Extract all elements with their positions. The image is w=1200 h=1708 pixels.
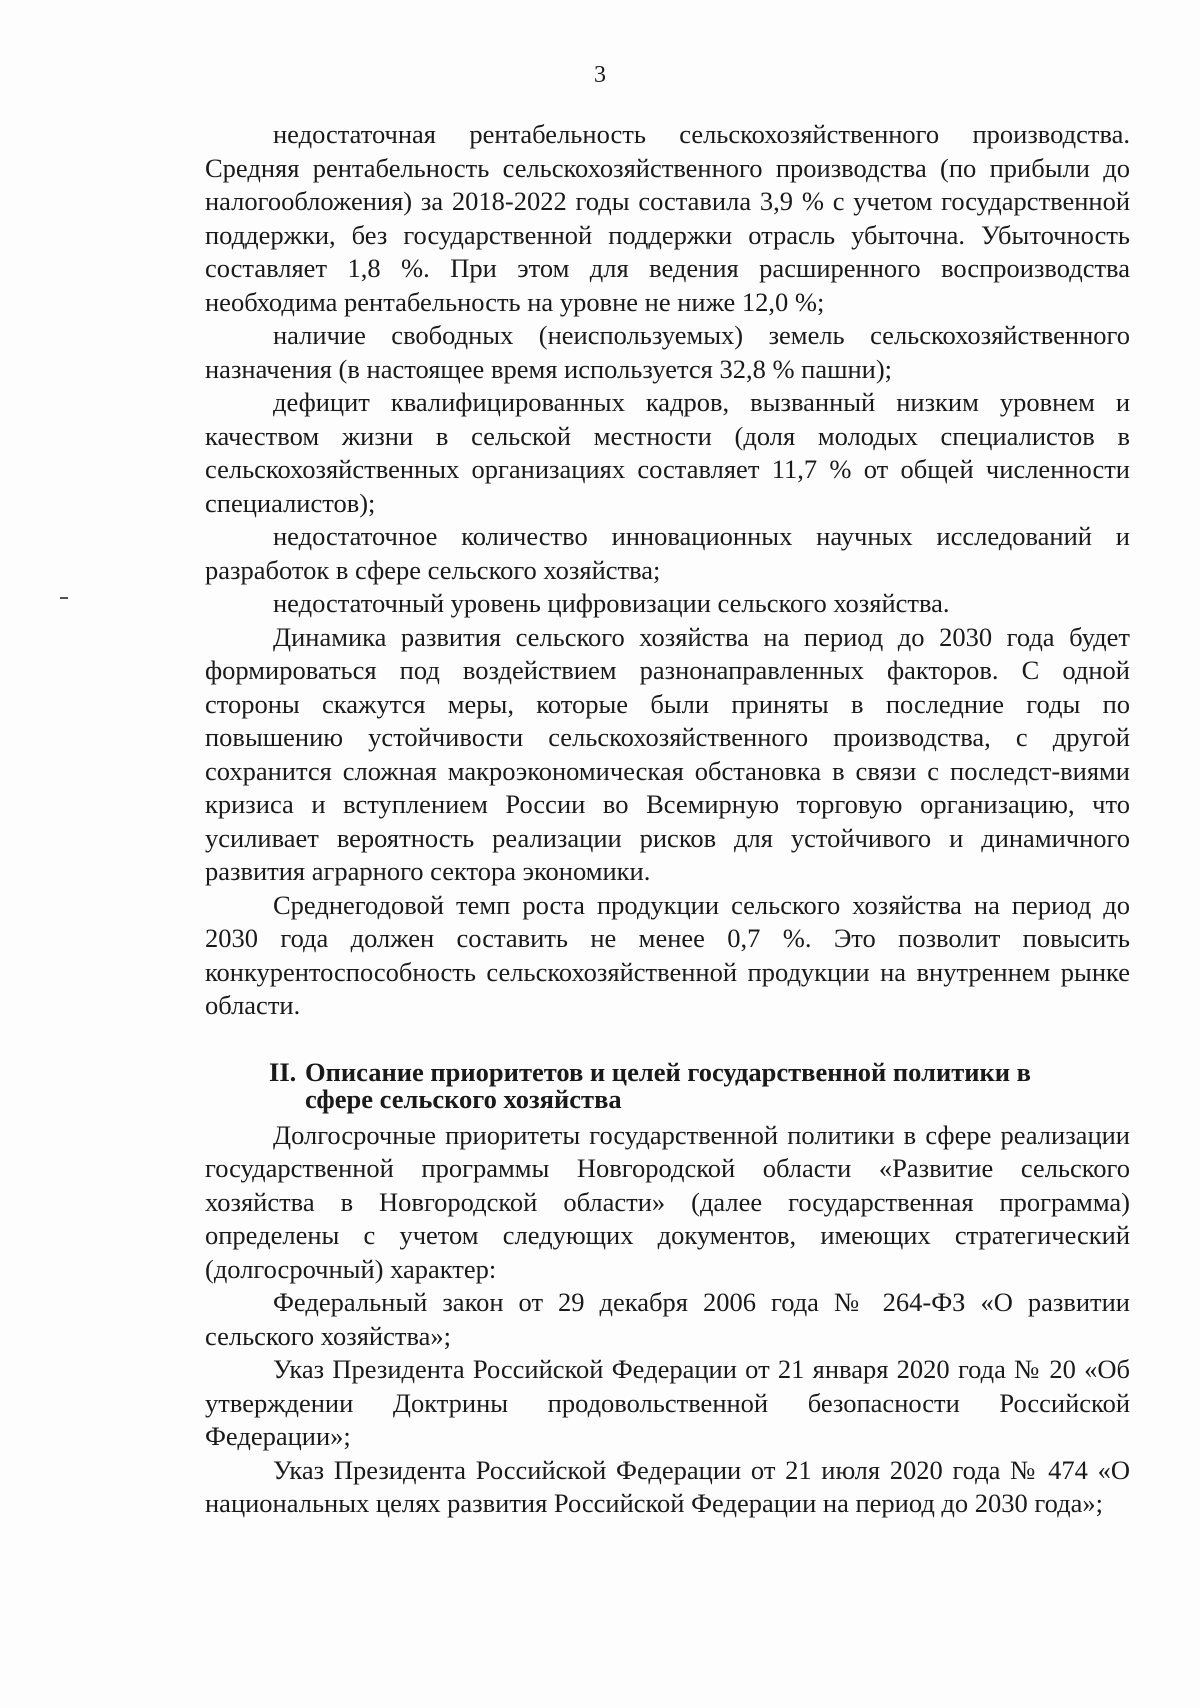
paragraph-federal-law: Федеральный закон от 29 декабря 2006 года № 264-ФЗ «О развитии сельского хозяйства»; [205, 1287, 1130, 1351]
scan-speck [60, 597, 68, 599]
page-number: 3 [594, 62, 606, 88]
section-heading [205, 1056, 1130, 1114]
paragraph-research: недостаточное количество инновационных научных исследований и разработок в сфере сельского хозяйства; [205, 521, 1130, 585]
paragraph-decree-20: Указ Президента Российской Федерации от 21 января 2020 года № 20 «Об утверждении Доктрины продовольственной безопасности Российской Федерации»; [205, 1354, 1130, 1451]
paragraph-staff-deficit: дефицит квалифицированных кадров, вызванный низким уровнем и качеством жизни в сельской местности (доля молодых специалистов в сельскохозяйственных организациях составляет 11,7 % от общей численности специалистов); [205, 387, 1130, 518]
paragraph-dynamics: Динамика развития сельского хозяйства на период до 2030 года будет формироваться под воздействием разнонаправленных факторов. С одной стороны скажутся меры, которые были приняты в последние годы по повышению устойчивости сельскохозяйственного производства, с другой сохранится сложная макроэкономическая обстановка в связи с последст-виями кризиса и вступлением России во Всемирную торговую организацию, что усиливает вероятность реализации рисков для устойчивого и динамичного развития аграрного сектора экономики. [205, 621, 1130, 886]
paragraph-priorities: Долгосрочные приоритеты государственной политики в сфере реализации государственной программы Новгородской области «Развитие сельского хозяйства в Новгородской области» (далее государственная программа) определены с учетом следующих документов, имеющих стратегический (долгосрочный) характер: [205, 1119, 1130, 1284]
paragraph-decree-474: Указ Президента Российской Федерации от 21 июля 2020 года № 474 «О национальных целях развития Российской Федерации на период до 2030 года»; [205, 1454, 1130, 1518]
paragraph-free-land: наличие свободных (неиспользуемых) земель сельскохозяйственного назначения (в настоящее время используется 32,8 % пашни); [205, 320, 1130, 384]
section-title-line1: Описание приоритетов и целей государственной политики в [305, 1056, 1031, 1087]
paragraph-profitability: недостаточная рентабельность сельскохозяйственного производства. Средняя рентабельность сельскохозяйственного производства (по прибыли до налогообложения) за 2018-2022 годы составила 3,9 % с учетом государственной поддержки, без государственной поддержки отрасль убыточна. Убыточность составляет 1,8 %. При этом для ведения расширенного воспроизводства необходима рентабельность на уровне не ниже 12,0 %; [205, 119, 1130, 317]
section-number: II. [269, 1056, 297, 1087]
section-title-line2: сфере сельского хозяйства [305, 1083, 622, 1114]
document-body [205, 118, 1130, 1521]
paragraph-digitalization: недостаточный уровень цифровизации сельского хозяйства. [273, 588, 950, 618]
paragraph-growth-rate: Среднегодовой темп роста продукции сельского хозяйства на период до 2030 года должен составить не менее 0,7 %. Это позволит повысить конкурентоспособность сельскохозяйственной продукции на внутреннем рынке области. [205, 889, 1130, 1020]
